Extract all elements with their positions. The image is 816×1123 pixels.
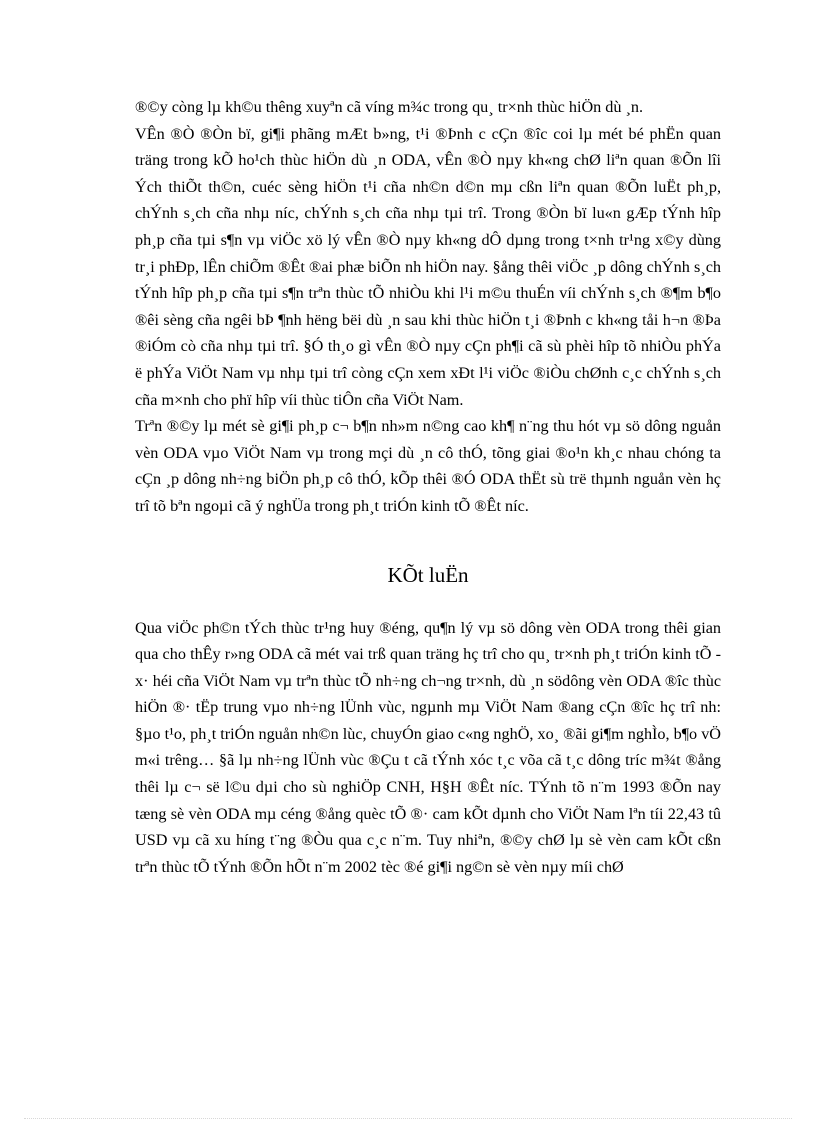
paragraph-continuation: ®©y còng lµ kh©u thêng xuyªn cã víng m¾c trong qu¸ tr×nh thùc hiÖn dù ¸n. (135, 98, 644, 116)
paragraph-solutions-summary: Trªn ®©y lµ mét sè gi¶i ph¸p c¬ b¶n nh»m n©ng cao kh¶ n¨ng thu hót vµ sö dông nguån vèn ODA vµo ViÖt Nam vµ trong mçi dù ¸n cô thÓ, tõng giai ®o¹n kh¸c nhau chóng ta cÇn ¸p dông nh÷ng biÖn ph¸p cô thÓ, kÕp thêi ®Ó ODA thËt sù trë thµnh nguån vèn hç trî tõ bªn ngoµi cã ý nghÜa trong ph¸t triÓn kinh tÕ ®Êt níc. (135, 417, 721, 515)
paragraph-conclusion: Qua viÖc ph©n tÝch thùc tr¹ng huy ®éng, qu¶n lý vµ sö dông vèn ODA trong thêi gian qua cho thÊy r»ng ODA cã mét vai trß quan träng hç trî cho qu¸ tr×nh ph¸t triÓn kinh tÕ - x· héi cña ViÖt Nam vµ trªn thùc tÕ nh÷ng ch¬ng tr×nh, dù ¸n södông vèn ODA ®îc thùc hiÖn ®· tËp trung vµo nh÷ng lÜnh vùc, ngµnh mµ ViÖt Nam ®ang cÇn ®îc hç trî nh: §µo t¹o, ph¸t triÓn nguån nh©n lùc, chuyÓn giao c«ng nghÖ, xo¸ ®ãi gi¶m nghÌo, b¶o vÖ m«i trêng… §ã lµ nh÷ng lÜnh vùc ®Çu t cã tÝnh xóc t¸c võa cã t¸c dông tríc m¾t ®ång thêi lµ c¬ së l©u dµi cho sù nghiÖp CNH, H§H ®Êt níc. TÝnh tõ n¨m 1993 ®Õn nay tæng sè vèn ODA mµ céng ®ång quèc tÕ ®· cam kÕt dµnh cho ViÖt Nam lªn tíi 22,43 tû USD vµ cã xu híng t¨ng ®Òu qua c¸c n¨m. Tuy nhiªn, ®©y chØ lµ sè vèn cam kÕt cßn trªn thùc tÕ tÝnh ®Õn hÕt n¨m 2002 tèc ®é gi¶i ng©n sè vèn nµy míi chØ (135, 618, 721, 876)
conclusion-heading: KÕt luËn (387, 562, 469, 587)
paragraph-land-clearance: VÊn ®Ò ®Òn bï, gi¶i phãng mÆt b»ng, t¹i ®Þnh c cÇn ®îc coi lµ mét bé phËn quan träng trong kÕ ho¹ch thùc hiÖn dù ¸n ODA, vÊn ®Ò nµy kh«ng chØ liªn quan ®Õn lîi Ých thiÕt th©n, cuéc sèng hiÖn t¹i cña nh©n d©n mµ cßn liªn quan ®Õn luËt ph¸p, chÝnh s¸ch cña nhµ níc, chÝnh s¸ch cña nhµ tµi trî. Trong ®Òn bï lu«n gÆp tÝnh hîp ph¸p cña tµi s¶n vµ viÖc xö lý vÊn ®Ò nµy kh«ng dÔ dµng trong t×nh tr¹ng x©y dùng tr¸i phÐp, lÊn chiÕm ®Êt ®ai phæ biÕn nh hiÖn nay. §ång thêi viÖc ¸p dông chÝnh s¸ch tÝnh hîp ph¸p cña tµi s¶n trªn thùc tÕ nhiÒu khi l¹i m©u thuÉn víi chÝnh s¸ch ®¶m b¶o ®êi sèng cña ngêi bÞ ¶nh hëng bëi dù ¸n sau khi thùc hiÖn t¸i ®Þnh c kh«ng tåi h¬n ®Þa ®iÓm cò cña nhµ tµi trî. §Ó th¸o gì vÊn ®Ò nµy cÇn ph¶i cã sù phèi hîp tõ nhiÒu phÝa ë phÝa ViÖt Nam vµ nhµ tµi trî còng cÇn xem xÐt l¹i viÖc ®iÒu chØnh c¸c chÝnh s¸ch cña m×nh cho phï hîp víi thùc tiÔn cña ViÖt Nam. (135, 124, 721, 409)
document-body (135, 94, 721, 880)
page-bottom-border (24, 1118, 792, 1119)
